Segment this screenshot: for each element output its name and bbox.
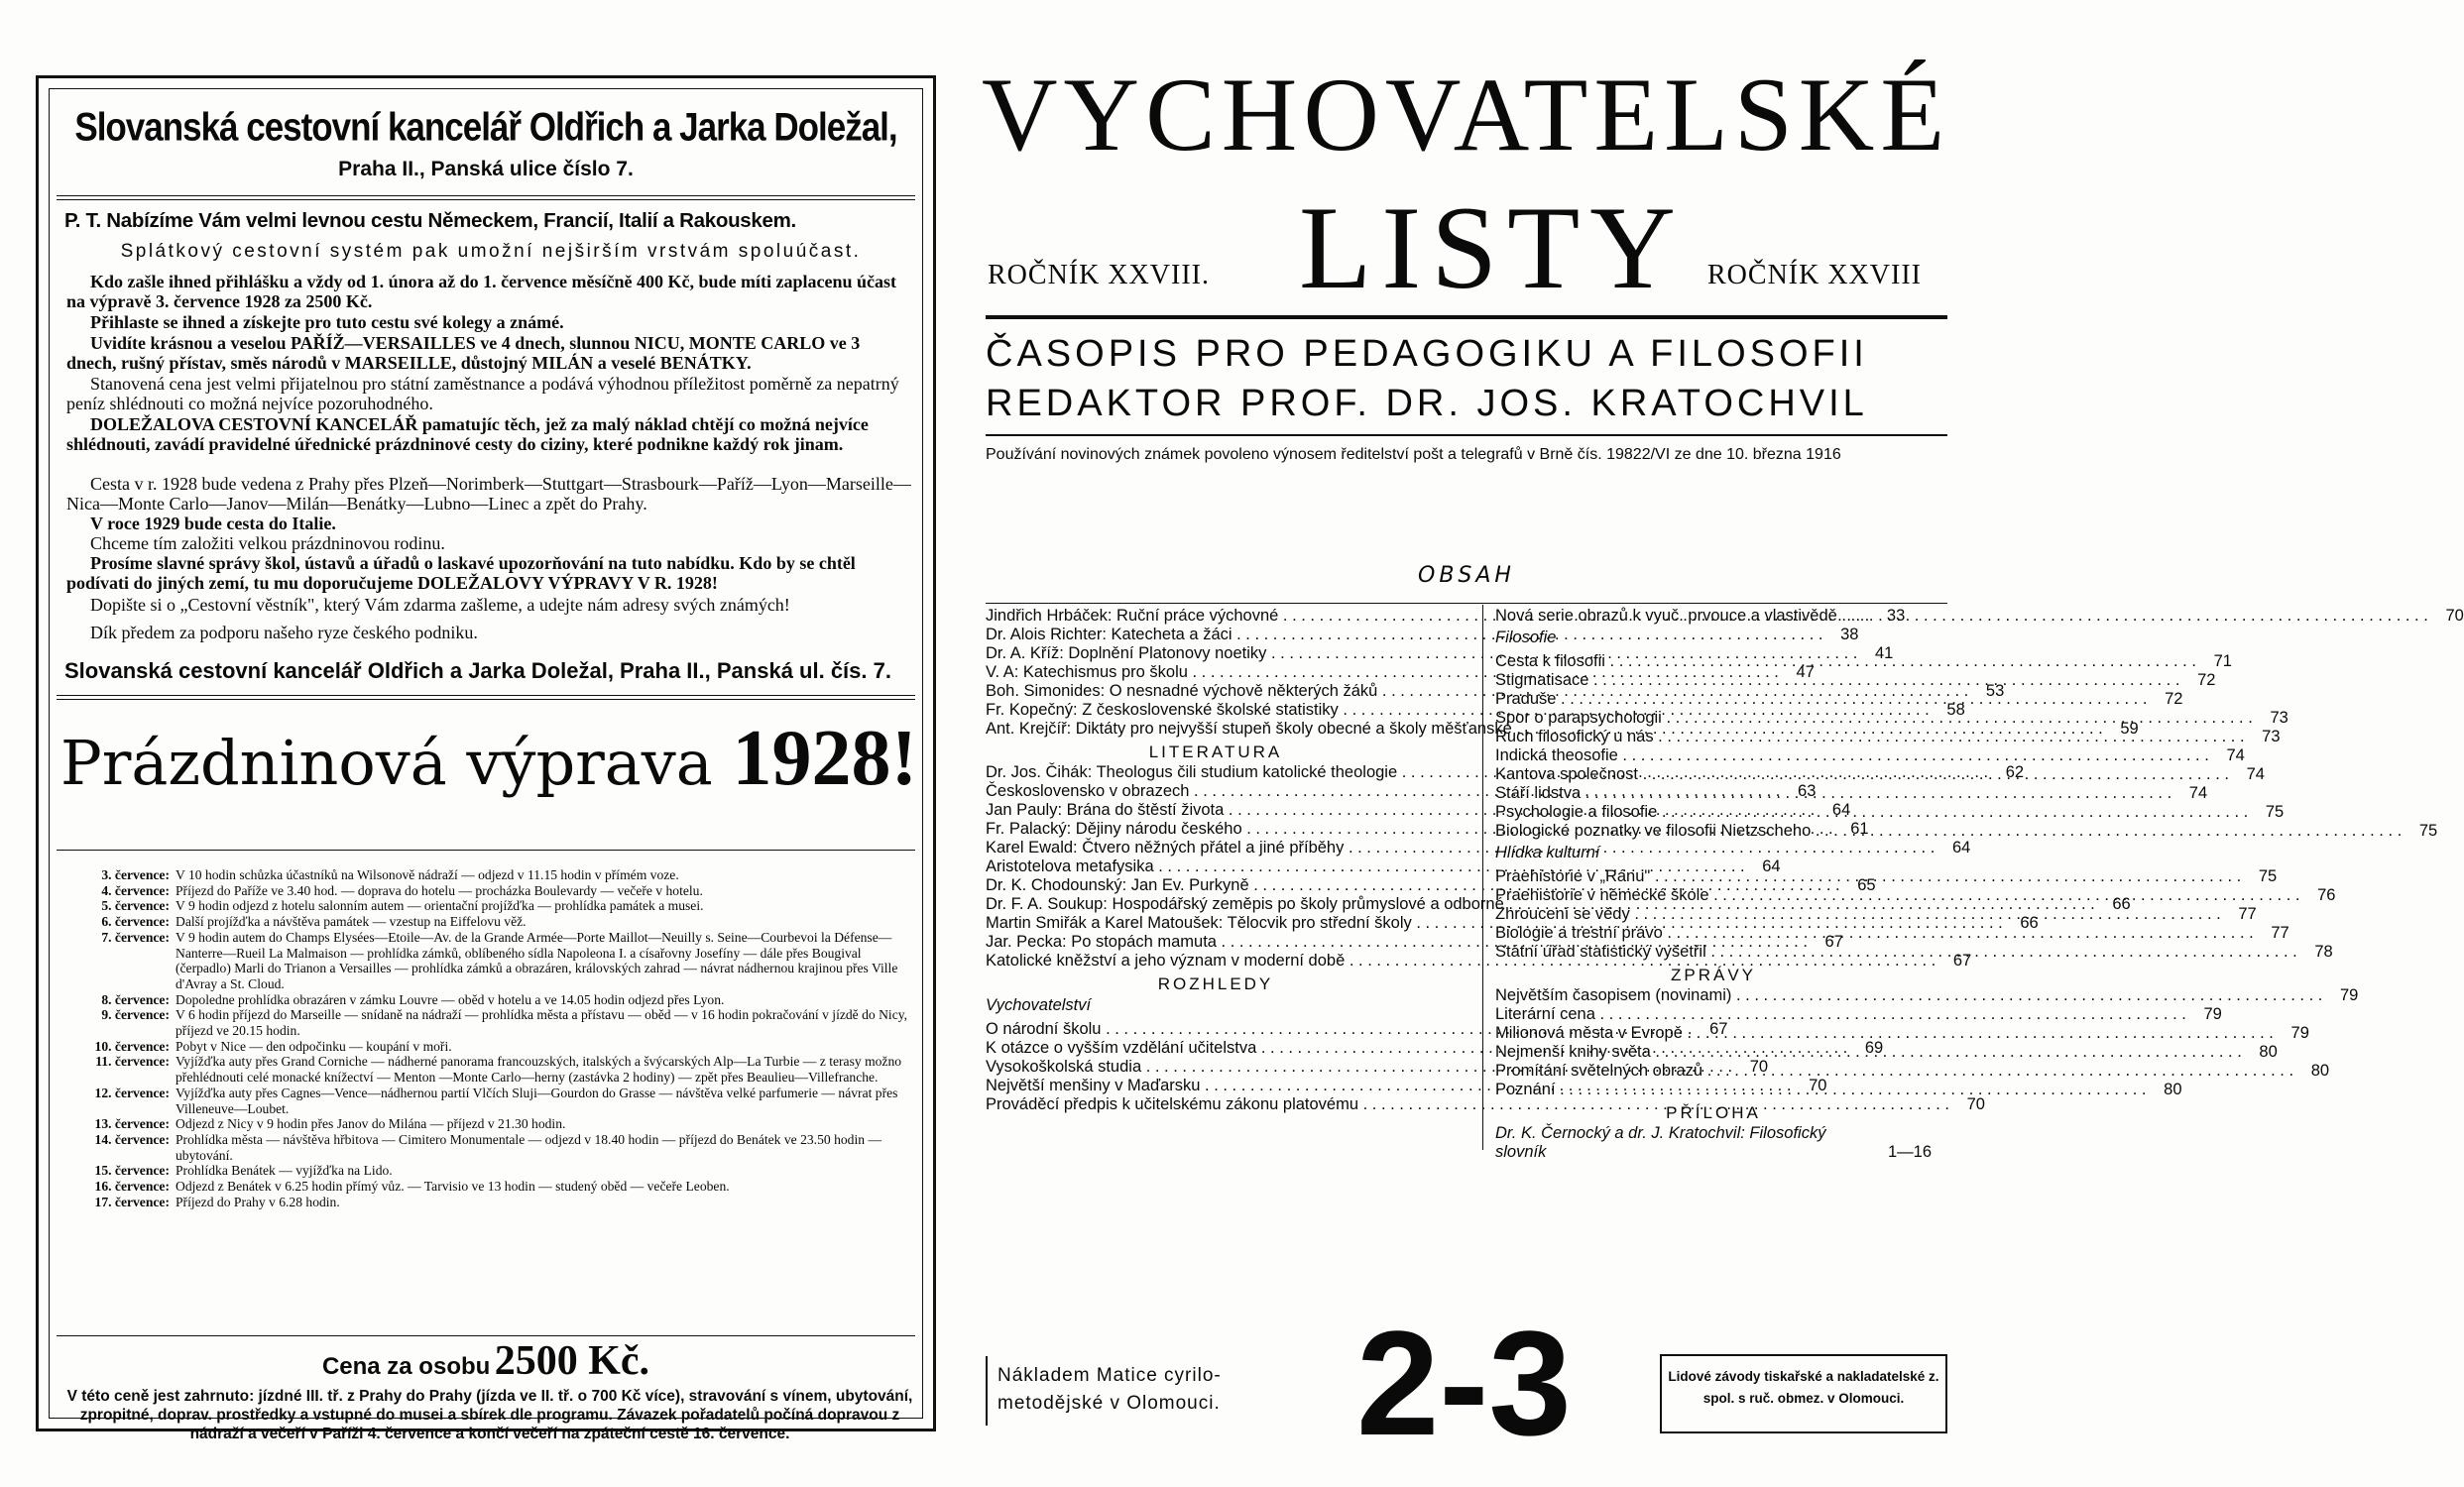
ad-paragraph: DOLEŽALOVA CESTOVNÍ KANCELÁŘ pamatujíc těch, jež za malý náklad chtějí co možná nejvíce shlédnouti, zavádí pravidelné úřednické prázdninové cesty do ciziny, které podnikne každý rok jinam. (66, 414, 869, 454)
toc-entry-page: 64 (1762, 858, 1781, 875)
itinerary-row (60, 1132, 917, 1163)
toc-entry-page: 71 (2213, 652, 2232, 670)
toc-entry (1495, 652, 2232, 671)
toc-entry-page: 77 (2271, 924, 2289, 942)
toc-entry (1495, 671, 2216, 690)
toc-entry-page: 41 (1875, 644, 1894, 662)
expedition-title-text: Prázdninová výprava (60, 727, 713, 799)
editor-line: REDAKTOR PROF. DR. JOS. KRATOCHVIL (986, 383, 1868, 424)
itinerary-date: 9. července: (101, 1007, 170, 1023)
toc-entry (1495, 1081, 2182, 1099)
itinerary-date: 6. července: (101, 914, 170, 930)
itinerary-text: V 9 hodin odjezd z hotelu salonním autem — orientační projížďka — prohlídka památek a musei. (176, 898, 704, 914)
toc-entry-title: Dr. K. Chodounský: Jan Ev. Purkyně . . . (986, 876, 1840, 895)
toc-entry-page: 65 (1857, 876, 1876, 894)
toc-entry-title: K otázce o vyšším vzdělání učitelstva . . . (986, 1039, 1847, 1058)
toc-entry-page: 66 (2020, 914, 2039, 932)
toc-entry-page: 80 (2259, 1043, 2278, 1061)
toc-entry-title: Vysokoškolská studia . . . (986, 1058, 1732, 1077)
toc-entry (1495, 822, 2438, 841)
ad-paragraph: V roce 1929 bude cesta do Italie. (90, 514, 336, 533)
toc-entry-page: 80 (2310, 1062, 2330, 1080)
toc-entry-page: 73 (2262, 728, 2281, 745)
toc-entry-page: 33 (1886, 607, 1906, 625)
toc-entry-page: 76 (2317, 886, 2336, 904)
toc-entry (1495, 924, 2289, 943)
toc-entry-page: 80 (2164, 1081, 2182, 1098)
toc-entry-title: V. A: Katechismus pro školu . . . (986, 663, 1779, 682)
contents-heading: OBSAH (1418, 563, 1515, 588)
toc-entry-title: Ruch filosofický u nás . . . (1495, 728, 2245, 746)
toc-entry (1495, 803, 2285, 822)
toc-entry-title: Nová serie obrazů k vyuč. prvouce a vlastivědě . . . (1495, 607, 2428, 626)
itinerary-text: Dopoledne prohlídka obrazáren v zámku Louvre — oběd v hotelu a ve 14.05 hodin odjezd přes Lyon. (176, 991, 725, 1007)
toc-entry-page: 70 (2445, 607, 2464, 625)
itinerary-text: Prohlídka města — návštěva hřbitova — Cimitero Monumentale — odjezd v 18.40 hodin — příjezd do Benátek ve 23.50 hodin — ubytování. (176, 1131, 882, 1163)
news-heading: ZPRÁVY (1670, 966, 1757, 984)
price-line (53, 1337, 919, 1385)
installment-line: Splátkový cestovní systém pak umožní nejširším vrstvám spoluúčast. (120, 241, 862, 262)
toc-entry-page: 72 (2165, 690, 2183, 708)
itinerary-row (60, 883, 917, 899)
toc-entry-page: 62 (2005, 763, 2025, 781)
agency-address: Praha II., Panská ulice číslo 7. (338, 158, 634, 180)
toc-entry-title: Státní úřad statistický vyšetřil . . . (1495, 943, 2297, 962)
toc-entry-title: Jar. Pecka: Po stopách mamuta . . . (986, 933, 1808, 952)
toc-entry-title: Kantova společnost . . . (1495, 765, 2229, 784)
toc-entry-title: Poznání . . . (1495, 1081, 2147, 1099)
rule (986, 434, 1947, 436)
toc-entry-page: 73 (2270, 709, 2288, 727)
itinerary-text: Vyjížďka auty přes Grand Corniche — nádherné panorama francouzských, italských a švýcarských Alp—La Turbie — z terasy možno přehlédnouti celé monacké knížectví — Menton —Monte Carlo—herny (zastávka 2 hodiny) — zpět přes Beaulieu—Villefranche. (176, 1054, 902, 1086)
itinerary-date: 17. července: (94, 1194, 170, 1209)
toc-entry-title: Stáří lidstva . . . (1495, 784, 2171, 803)
divider (57, 695, 915, 696)
toc-entry-page: 47 (1796, 663, 1815, 681)
toc-entry-page: 79 (2340, 986, 2359, 1004)
ad-paragraph: Prosíme slavné správy škol, ústavů a úřadů o laskavé upozorňování na tuto nabídku. Kdo by se chtěl podívati do jiných zemí, tu mu doporučujeme DOLEŽALOVY VÝPRAVY V R. 1928! (66, 553, 856, 593)
toc-entry-title: Nejmenší knihy světa . . . (1495, 1043, 2242, 1062)
ad-paragraph: Chceme tím založiti velkou prázdninovou rodinu. (90, 533, 445, 553)
ad-paragraph: Přihlaste se ihned a získejte pro tuto cestu své kolegy a známé. (90, 312, 564, 332)
itinerary-text: V 6 hodin příjezd do Marseille — snídaně na nádraží — prohlídka města a přístavu — oběd — v 16 hodin pokračování v jízdě do Nicy, příjezd ve 20.15 hodin. (176, 1007, 908, 1039)
toc-entry-title: Prováděcí předpis k učitelskému zákonu platovému . . . (986, 1095, 1949, 1114)
toc-entry-page: 61 (1850, 820, 1869, 838)
toc-entry-title: Martin Smiřák a Karel Matoušek: Tělocvik pro střední školy . . . (986, 914, 2003, 933)
toc-entry-title: Dr. A. Kříž: Doplnění Platonovy noetiky . . . (986, 644, 1857, 663)
ad-paragraph: Kdo zašle ihned přihlášku a vždy od 1. února až do 1. července měsíčně 400 Kč, bude míti zaplacenu účast na výpravě 3. července 1928 za 2500 Kč. (66, 272, 897, 311)
advertisement (36, 75, 936, 1442)
itinerary-row (60, 898, 917, 914)
toc-entry-title: Jindřich Hrbáček: Ruční práce výchovné . . . (986, 607, 1869, 626)
literature-heading: LITERATURA (1148, 743, 1283, 761)
agency-title: Slovanská cestovní kancelář Oldřich a Jarka Doležal, (74, 105, 897, 150)
ad-paragraph: Uvidíte krásnou a veselou PAŘÍŽ—VERSAILLES ve 4 dnech, slunnou NICU, MONTE CARLO ve 3 dnech, rušný přístav, směs národů v MARSEILLE, důstojný MILÁN a veselé BENÁTKY. (66, 333, 861, 373)
price-label: Cena za osobu (321, 1353, 491, 1380)
toc-entry-title: Československo v obrazech . . . (986, 782, 1780, 801)
ad-paragraph: Dopište si o „Cestovní věstník", který Vám zdarma zašleme, a udejte nám adresy svých známých! (90, 595, 790, 615)
itinerary-row (60, 1039, 917, 1055)
toc-entry-page: 75 (2258, 867, 2278, 885)
journal-title-line1: VYCHOVATELSKÉ (982, 57, 1951, 172)
toc-entry-title: Biologické poznatky ve filosofii Nietzscheho . . . (1495, 822, 2402, 841)
journal-title-line2: LISTY (1299, 181, 1686, 313)
itinerary-date: 12. července: (94, 1085, 170, 1100)
rule (986, 315, 1947, 319)
toc-entry-page: 75 (2265, 803, 2285, 821)
divider (57, 195, 915, 196)
itinerary-date: 16. července: (94, 1179, 170, 1195)
journal-subtitle: ČASOPIS PRO PEDAGOGIKU A FILOSOFII (986, 333, 1868, 375)
expedition-year: 1928! (732, 715, 918, 802)
price-note: V této ceně jest zahrnuto: jízdné III. tř. z Prahy do Prahy (jízda ve II. tř. o 700 Kč více), stravování s vínem, ubytování, zpropitné, doprav. prostředky a vstupné do musei a sbírek dle programu. Závazek pořadatelů počíná dopravou z nádraží a večeří v Paříži 4. července a končí večeří na zpáteční cestě 16. července. (66, 1388, 913, 1442)
itinerary-date: 3. července: (101, 867, 170, 882)
itinerary-text: Odjezd z Nicy v 9 hodin přes Janov do Milána — příjezd v 21.30 hodin. (176, 1116, 566, 1132)
toc-entry-title: Jan Pauly: Brána do štěstí života . . . (986, 801, 1815, 820)
itinerary-row (60, 1116, 917, 1132)
toc-entry-title: Literární cena . . . (1495, 1005, 2186, 1024)
toc-entry-page: 38 (1840, 626, 1859, 643)
toc-entry (1495, 607, 2464, 626)
toc-entry-page: 67 (1709, 1020, 1728, 1038)
toc-entry-page: 67 (1824, 933, 1843, 951)
toc-entry-title: Indická theosofie . . . (1495, 746, 2209, 765)
itinerary-text: Příjezd do Prahy v 6.28 hodin. (176, 1194, 340, 1209)
toc-entry-title: Stigmatisace . . . (1495, 671, 2179, 690)
toc-entry-title: Dr. Jos. Čihák: Theologus čili studium katolické theologie . . . (986, 763, 1988, 782)
toc-entry-title: Ant. Krejčíř: Diktáty pro nejvyšší stupeň školy obecné a školy měšťanské . . . (986, 720, 2103, 739)
ad-paragraph: Stanovená cena jest velmi přijatelnou pro státní zaměstnance a podává výhodnou příležitost poměrně za nepatrný peníz shlédnouti co možná nejvíce pozoruhodného. (66, 374, 899, 413)
toc-entry-title: Praehistorie v „Ránu" . . . (1495, 867, 2241, 886)
toc-entry (1495, 746, 2245, 765)
itinerary-row (60, 1195, 917, 1210)
itinerary-row (60, 1054, 917, 1085)
postal-note: Používání novinových známek povoleno výnosem ředitelství pošt a telegrafů v Brně čís. 19822/VI ze dne 10. března 1916 (986, 446, 1841, 463)
expedition-title (60, 709, 917, 813)
toc-entry-page: 77 (2238, 905, 2257, 923)
toc-entry-page: 63 (1798, 782, 1817, 800)
itinerary-row (60, 1179, 917, 1195)
toc-entry-title: Praehistorie v německé škole . . . (1495, 886, 2299, 905)
toc-entry-page: 74 (2188, 784, 2208, 802)
offer-line: P. T. Nabízíme Vám velmi levnou cestu Německem, Francií, Italií a Rakouskem. (64, 209, 796, 232)
toc-entry-title: Boh. Simonides: O nesnadné výchově některých žáků . . . (986, 682, 1968, 701)
toc-entry-page: 70 (1749, 1058, 1769, 1076)
toc-entry (1495, 1024, 2309, 1043)
itinerary-row (60, 914, 917, 930)
toc-entry-page: 64 (1951, 839, 1971, 857)
toc-entry-page: 64 (1831, 801, 1851, 819)
itinerary-date: 10. července: (94, 1038, 170, 1054)
toc-entry-title: Fr. Palacký: Dějiny národu českého . . . (986, 820, 1833, 839)
toc-entry-title: Praduše . . . (1495, 690, 2147, 709)
itinerary-date: 4. července: (101, 882, 170, 898)
volume-right: ROČNÍK XXVIII (1707, 260, 1922, 290)
supplement-title: Dr. K. Černocký a dr. J. Kratochvil: Filosofický slovník (1495, 1124, 1826, 1161)
ad-paragraph: Dík předem za podporu našeho ryze českého podniku. (90, 623, 478, 642)
itinerary-text: V 10 hodin schůzka účastníků na Wilsonově nádraží — odjezd v 11.15 hodin v přímém voze. (176, 867, 679, 882)
agency-signature: Slovanská cestovní kancelář Oldřich a Jarka Doležal, Praha II., Panská ul. čís. 7. (64, 658, 891, 683)
toc-entry-page: 59 (2120, 720, 2139, 738)
toc-entry-page: 69 (1864, 1039, 1884, 1057)
toc-entry-title: Aristotelova metafysika . . . (986, 858, 1745, 876)
toc-entry-title: Biologie a trestní právo . . . (1495, 924, 2254, 943)
itinerary-date: 5. července: (101, 898, 170, 914)
supplement-pages: 1—16 (1887, 1143, 1932, 1161)
itinerary-text: Příjezd do Paříže ve 3.40 hod. — doprava do hotelu — procházka Boulevardy — večeře v hotelu. (176, 882, 703, 898)
price-value: 2500 Kč. (494, 1338, 650, 1384)
itinerary-text: Pobyt v Nice — den odpočinku — koupání v moři. (176, 1038, 452, 1054)
itinerary-text: Další projížďka a návštěva památek — vzestup na Eiffelovu věž. (176, 914, 527, 930)
toc-entry-title: O národní školu . . . (986, 1020, 1692, 1039)
toc-entry (1495, 1062, 2330, 1081)
toc-entry-title: Katolické kněžství a jeho význam v moderní době . . . (986, 952, 1936, 971)
toc-entry-title: Dr. Alois Richter: Katecheta a žáci . . . (986, 626, 1822, 644)
itinerary-text: Vyjížďka auty přes Cagnes—Vence—nádhernou partií Vlčích Sluji—Gourdon do Grasse — návštěva velké parfumerie — návrat přes Villeneuve—Loubet. (176, 1085, 898, 1116)
printer-box (1660, 1354, 1947, 1433)
toc-entry (1495, 1043, 2278, 1062)
toc-entry-title: Největším časopisem (novinami) . . . (1495, 986, 2322, 1005)
toc-entry-title: Milionová města v Evropě . . . (1495, 1024, 2274, 1043)
toc-entry-page: 79 (2203, 1005, 2222, 1023)
toc-entry-page: 53 (1985, 682, 2005, 700)
itinerary-row (60, 992, 917, 1008)
itinerary-text: Odjezd z Benátek v 6.25 hodin přímý vůz. — Tarvisio ve 13 hodin — studený oběd — večeře Leoben. (176, 1179, 730, 1195)
toc-entry-title: Největší menšiny v Maďarsku . . . (986, 1077, 1791, 1095)
toc-entry (1495, 986, 2359, 1005)
supplement-entry (1495, 1124, 1932, 1162)
toc-entry (1495, 1005, 2222, 1024)
publisher-text: Nákladem Matice cyrilo-metodějské v Olomouci. (997, 1365, 1222, 1414)
toc-entry-page: 58 (1946, 701, 1965, 719)
reviews-heading: ROZHLEDY (1157, 974, 1274, 993)
itinerary-row (60, 1007, 917, 1038)
itinerary-row (60, 867, 917, 883)
toc-entry-title: Karel Ewald: Čtvero něžných přátel a jiné příběhy . . . (986, 839, 1935, 858)
education-heading: Vychovatelství (986, 996, 1092, 1014)
toc-entry-page: 74 (2226, 746, 2245, 764)
itinerary-date: 13. července: (94, 1116, 170, 1132)
supplement-heading: PŘÍLOHA (1666, 1103, 1761, 1122)
issue-number: 2-3 (1356, 1300, 1572, 1466)
itinerary-date: 7. července: (101, 929, 170, 945)
itinerary-date: 15. července: (94, 1163, 170, 1179)
ad-paragraph: Cesta v r. 1928 bude vedena z Prahy přes Plzeň—Norimberk—Stuttgart—Strasbourk—Paříž—Lyon—Marseille—Nica—Monte Carlo—Janov—Milán—Benátky—Lubno—Linec a zpět do Prahy. (66, 474, 911, 514)
toc-entry (1495, 867, 2278, 886)
rule (986, 603, 1947, 604)
toc-entry-page: 70 (1809, 1077, 1827, 1094)
itinerary-row (60, 1086, 917, 1116)
culture-heading: Hlídka kulturní (1495, 844, 1600, 861)
volume-left: ROČNÍK XXVIII. (988, 260, 1210, 290)
itinerary-row (60, 1163, 917, 1179)
toc-entry-title: Cesta k filosofii . . . (1495, 652, 2196, 671)
itinerary-date: 11. července: (95, 1054, 170, 1070)
toc-entry-page: 74 (2246, 765, 2265, 783)
itinerary-text: V 9 hodin autem do Champs Elysées—Etoile—Av. de la Grande Armée—Porte Maillot—Neuilly s. Seine—Courbevoi la Défense—Nanterre—Rueil La Malmaison — prohlídka zámků, oblíbeného sídla Napoleona I. a císařovny Josefíny — dále přes Bougival (čerpadlo) Marli do Trianon a Versailles — prohlídka zámků a obrazáren, královských zahrad — návrat nádhernou krajinou přes Ville d'Avray a St. Cloud. (176, 929, 898, 991)
divider (57, 199, 915, 200)
toc-entry-page: 67 (1952, 952, 1972, 970)
philosophy-heading: Filosofie (1495, 629, 1557, 646)
toc-entry-page: 70 (1966, 1095, 1985, 1113)
divider (57, 850, 915, 851)
publisher-box (986, 1356, 1257, 1426)
itinerary-list (60, 867, 917, 1209)
toc-entry-page: 66 (2112, 895, 2131, 913)
divider (57, 699, 915, 700)
toc-entry-title: Psychologie a filosofie . . . (1495, 803, 2248, 822)
toc-entry-title: Zhroucení se vědy . . . (1495, 905, 2221, 924)
toc-entry-title: Dr. F. A. Soukup: Hospodářský zeměpis po školy průmyslové a odborné . . . (986, 895, 2095, 914)
toc-entry-page: 72 (2197, 671, 2216, 689)
toc-entry-page: 78 (2314, 943, 2333, 961)
toc-entry-title: Fr. Kopečný: Z československé školské statistiky . . . (986, 701, 1930, 720)
itinerary-row (60, 930, 917, 992)
itinerary-date: 14. července: (94, 1131, 170, 1147)
toc-entry (1495, 784, 2208, 803)
toc-entry-title: Promítání světelných obrazů . . . (1495, 1062, 2293, 1081)
toc-entry-page: 75 (2418, 822, 2438, 840)
printer-text: Lidové závody tiskařské a nakladatelské z. spol. s ruč. obmez. v Olomouci. (1668, 1369, 1939, 1406)
toc-entry-title: Spor o parapsychologii . . . (1495, 709, 2253, 728)
itinerary-text: Prohlídka Benátek — vyjížďka na Lido. (176, 1163, 393, 1179)
itinerary-date: 8. července: (101, 991, 170, 1007)
toc-entry-page: 79 (2290, 1024, 2309, 1042)
divider (57, 1335, 915, 1336)
